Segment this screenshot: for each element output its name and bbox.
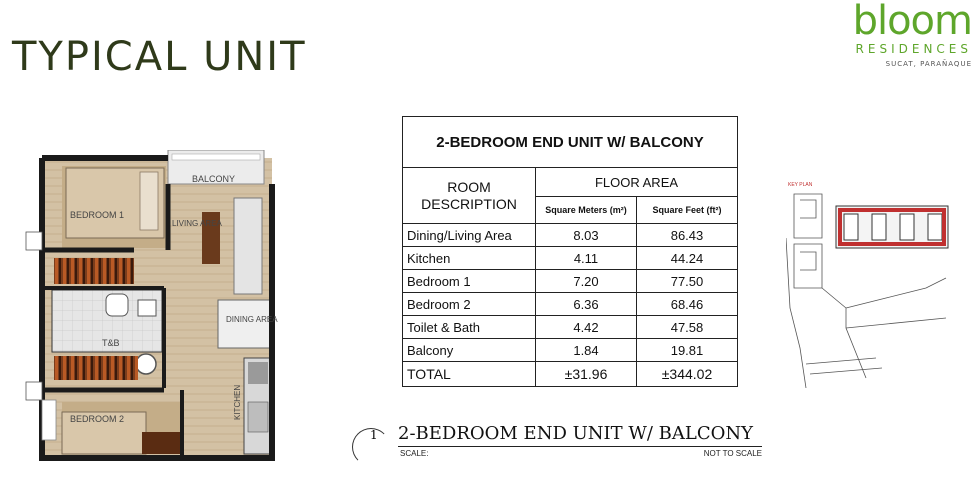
table-row bbox=[403, 339, 738, 362]
room-sqm: 4.11 bbox=[536, 247, 637, 270]
room-name: Dining/Living Area bbox=[403, 224, 536, 247]
label-kitchen: KITCHEN bbox=[233, 384, 242, 420]
room-sqm: 6.36 bbox=[536, 293, 637, 316]
sqft-header: Square Feet (ft²) bbox=[637, 197, 738, 224]
floor-area-table bbox=[402, 116, 738, 387]
key-plan-drawing bbox=[786, 178, 956, 388]
table-row bbox=[403, 270, 738, 293]
drawing-title: 2-BEDROOM END UNIT W/ BALCONY bbox=[398, 423, 753, 444]
room-sqft: 19.81 bbox=[637, 339, 738, 362]
table-row bbox=[403, 316, 738, 339]
total-row bbox=[403, 362, 738, 387]
table-title: 2-BEDROOM END UNIT W/ BALCONY bbox=[403, 117, 738, 168]
room-name: Bedroom 1 bbox=[403, 270, 536, 293]
logo-brand: bloom bbox=[852, 0, 972, 44]
logo-subtitle: RESIDENCES bbox=[855, 42, 972, 56]
room-header-line2: DESCRIPTION bbox=[421, 195, 517, 212]
total-sqm: ±31.96 bbox=[536, 362, 637, 387]
room-sqft: 77.50 bbox=[637, 270, 738, 293]
room-sqm: 4.42 bbox=[536, 316, 637, 339]
table-row bbox=[403, 247, 738, 270]
dining-table bbox=[218, 300, 270, 348]
label-dining: DINING AREA bbox=[226, 315, 278, 324]
table-row bbox=[403, 293, 738, 316]
bloom-logo bbox=[827, 2, 972, 72]
label-living: LIVING AREA bbox=[172, 219, 222, 228]
room-description-header bbox=[403, 168, 536, 224]
total-sqft: ±344.02 bbox=[637, 362, 738, 387]
total-label: TOTAL bbox=[403, 362, 536, 387]
room-sqm: 1.84 bbox=[536, 339, 637, 362]
room-name: Toilet & Bath bbox=[403, 316, 536, 339]
scale-label: SCALE: bbox=[400, 449, 429, 458]
room-sqft: 44.24 bbox=[637, 247, 738, 270]
room-name: Balcony bbox=[403, 339, 536, 362]
room-name: Kitchen bbox=[403, 247, 536, 270]
floor-area-header: FLOOR AREA bbox=[536, 168, 738, 197]
page-title: TYPICAL UNIT bbox=[12, 34, 307, 80]
caption-divider bbox=[398, 446, 762, 447]
room-sqft: 86.43 bbox=[637, 224, 738, 247]
label-bedroom-1: BEDROOM 1 bbox=[70, 210, 125, 220]
sofa bbox=[234, 198, 262, 294]
room-sqft: 47.58 bbox=[637, 316, 738, 339]
logo-location: SUCAT, PARAÑAQUE bbox=[885, 60, 972, 68]
closet-2 bbox=[54, 356, 138, 380]
floor-plan-drawing bbox=[22, 150, 284, 465]
sqm-header: Square Meters (m²) bbox=[536, 197, 637, 224]
drawing-number: 1 bbox=[370, 428, 378, 442]
closet-1 bbox=[54, 258, 134, 284]
room-sqft: 68.46 bbox=[637, 293, 738, 316]
table-row bbox=[403, 224, 738, 247]
key-plan-label: KEY PLAN bbox=[788, 182, 813, 188]
drawing-caption bbox=[352, 423, 762, 460]
label-bedroom-2: BEDROOM 2 bbox=[70, 414, 125, 424]
room-sqm: 7.20 bbox=[536, 270, 637, 293]
room-header-line1: ROOM bbox=[447, 178, 491, 195]
label-tb: T&B bbox=[102, 338, 120, 348]
label-balcony: BALCONY bbox=[192, 174, 236, 184]
building-towers bbox=[836, 206, 948, 248]
scale-value: NOT TO SCALE bbox=[703, 449, 762, 458]
room-name: Bedroom 2 bbox=[403, 293, 536, 316]
room-sqm: 8.03 bbox=[536, 224, 637, 247]
